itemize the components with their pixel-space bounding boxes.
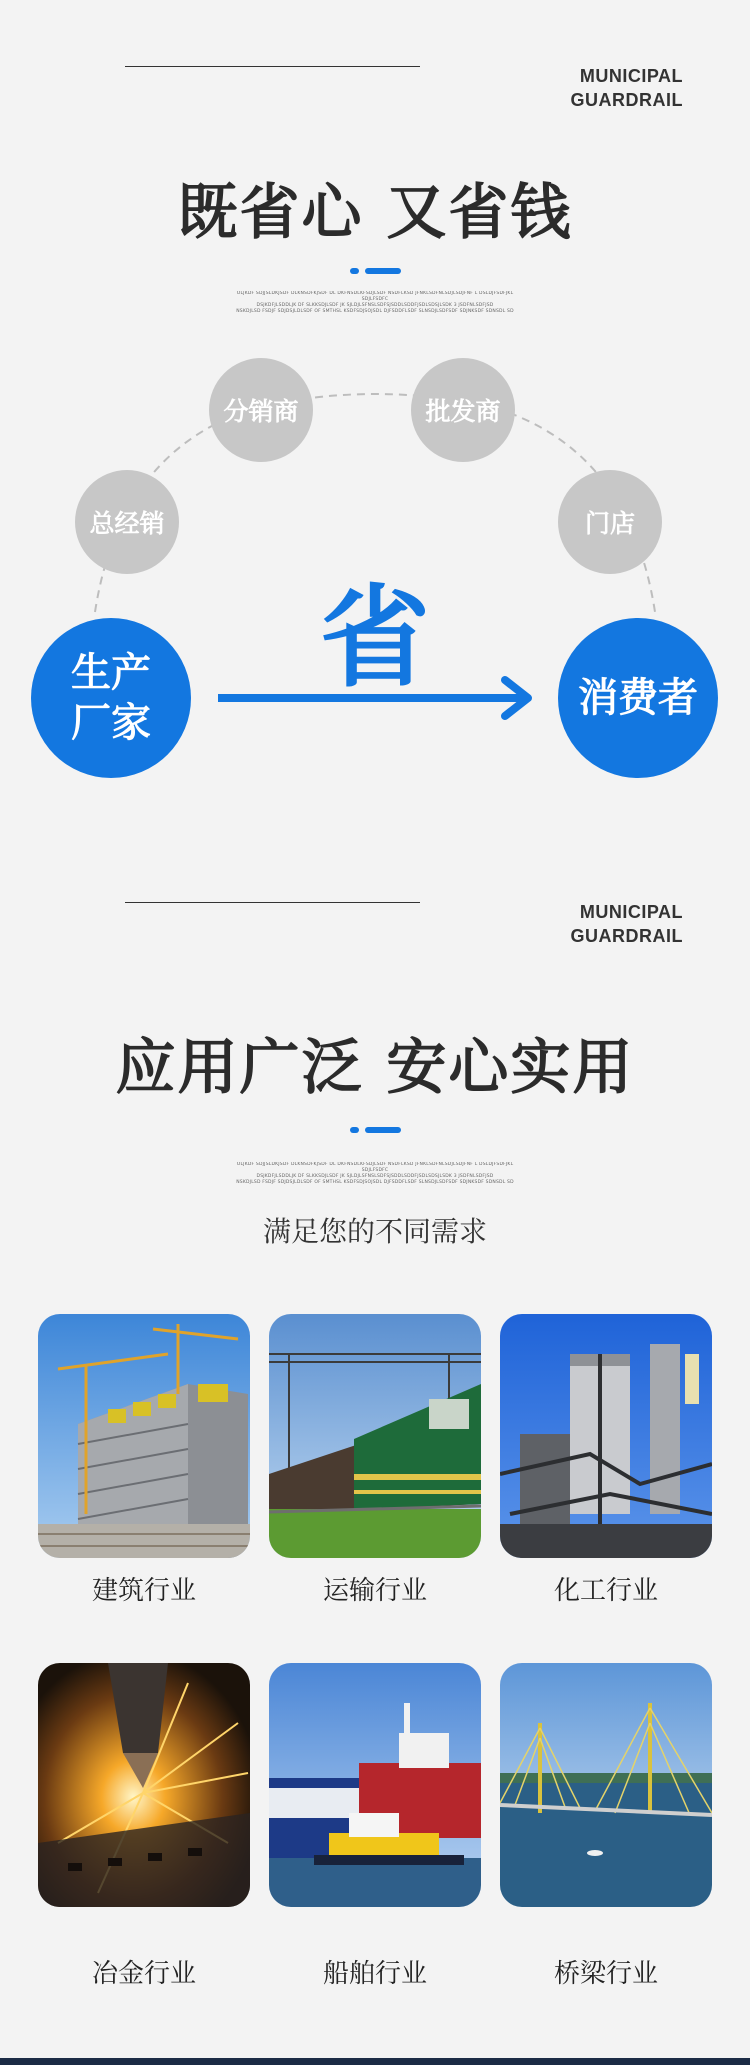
header-rule	[125, 902, 420, 903]
metallurgy-sparks-photo	[38, 1663, 250, 1907]
node-wholesaler: 批发商	[411, 358, 515, 462]
section-title: 应用广泛 安心实用	[115, 1033, 635, 1103]
distribution-diagram	[0, 350, 750, 800]
header-rule	[125, 66, 420, 67]
title-accent-dash	[0, 268, 750, 274]
train-photo	[269, 1314, 481, 1558]
industry-label: 船舶行业	[322, 1959, 427, 1989]
producer-line2: 厂家	[71, 700, 151, 746]
industry-label: 桥梁行业	[553, 1959, 658, 1989]
producer-line1: 生产	[71, 650, 151, 696]
node-store: 门店	[558, 470, 662, 574]
section-subtitle: 满足您的不同需求	[262, 1215, 487, 1248]
brand-tag	[571, 900, 684, 948]
title-accent-dash	[0, 1127, 750, 1133]
node-distributor: 分销商	[209, 358, 313, 462]
brand-tag-line1: MUNICIPAL	[579, 66, 683, 86]
chemical-plant-photo	[500, 1314, 712, 1558]
section-title: 既省心 又省钱	[177, 178, 573, 248]
node-general-distributor: 总经销	[75, 470, 179, 574]
footer-bar	[0, 2058, 750, 2065]
fine-print-line: OLJKDF SDJJSLDKJSDF DLKNSDFKJSDF DL DKFNSDLKFSDJLSDF NSDFLKSD JFNKLSDFNLSDJLSDJFNF L DSLDJFSDFJKL SDJLFSDFC	[236, 291, 514, 302]
fine-print	[230, 291, 520, 315]
construction-photo	[38, 1314, 250, 1558]
brand-tag-line2: GUARDRAIL	[570, 90, 683, 110]
brand-tag	[571, 64, 684, 112]
fine-print-line: NSKDJLSD FSDJF SDJDSJLDLSDF OF SMTHSL KSDFSDJSOJSDL DJFSDDFLSDF SLNSDJLSDFSDF SDJNKSDF SDNSDL SD	[236, 309, 514, 314]
brand-tag-line2: GUARDRAIL	[570, 926, 683, 946]
fine-print-line: DSJKDFJLSDDLJK DF SLKKSDJLSDF JK SJLDJLSFNSLSDFSJSDDLSDDFJSDLSDSJLSDK 3 JSDFNLSDFJSD	[256, 1174, 494, 1179]
brand-tag-line1: MUNICIPAL	[579, 902, 683, 922]
node-consumer: 消费者	[558, 618, 718, 778]
industry-label: 建筑行业	[91, 1576, 196, 1606]
industry-label: 运输行业	[322, 1576, 427, 1606]
save-character: 省	[320, 574, 430, 702]
bridge-photo	[500, 1663, 712, 1907]
fine-print-line: OLJKDF SDJJSLDKJSDF DLKNSDFKJSDF DL DKFNSDLKFSDJLSDF NSDFLKSD JFNKLSDFNLSDJLSDJFNF L DSLDJFSDFJKL SDJLFSDFC	[236, 1162, 514, 1173]
industry-label: 冶金行业	[91, 1959, 196, 1989]
ship-photo	[269, 1663, 481, 1907]
fine-print	[230, 1162, 520, 1186]
fine-print-line: NSKDJLSD FSDJF SDJDSJLDLSDF OF SMTHSL KSDFSDJSOJSDL DJFSDDFLSDF SLNSDJLSDFSDF SDJNKSDF SDNSDL SD	[236, 1180, 514, 1185]
fine-print-line: DSJKDFJLSDDLJK DF SLKKSDJLSDF JK SJLDJLSFNSLSDFSJSDDLSDDFJSDLSDSJLSDK 3 JSDFNLSDFJSD	[256, 303, 494, 308]
industry-label: 化工行业	[553, 1576, 658, 1606]
